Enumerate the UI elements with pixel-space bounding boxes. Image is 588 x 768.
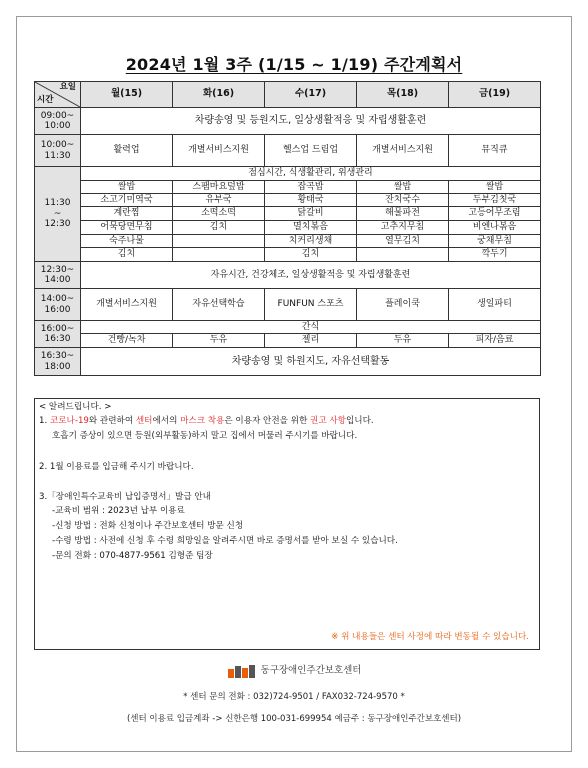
meal-cell: 유부국: [173, 194, 265, 207]
row-0900: [35, 108, 541, 135]
notice-item-3-line: -신청 방법 : 전화 신청이나 주간보호센터 방문 신청: [52, 521, 244, 531]
meal-cell: [173, 235, 265, 248]
activity-cell: 자유선택학습: [173, 289, 265, 321]
time-cell: 09:00~ 10:00: [35, 108, 81, 135]
meal-cell: 궁채무침: [449, 235, 541, 248]
day-header-thu: 목(18): [357, 82, 449, 108]
meal-cell: 김치: [81, 248, 173, 262]
notice-item-3-line: -수령 방법 : 사전에 신청 후 수령 희망일을 알려주시면 바로 증명서를 받아 보실 수 있습니다.: [52, 536, 398, 546]
time-cell: 10:00~ 11:30: [35, 135, 81, 167]
meal-row: [35, 235, 541, 248]
snack-cell: 두유: [357, 334, 449, 348]
snack-cell: 피자/음료: [449, 334, 541, 348]
time-cell: 14:00~ 16:00: [35, 289, 81, 321]
time-cell: 12:30~ 14:00: [35, 262, 81, 289]
snack-cell: 젤리: [265, 334, 357, 348]
notice-item-3-line: -문의 전화 : 070-4877-9561 김형준 팀장: [52, 551, 213, 561]
snack-cell: 두유: [173, 334, 265, 348]
notice-box: [34, 398, 540, 650]
notice-item-2: 2. 1월 이용료를 입금해 주시기 바랍니다.: [39, 462, 194, 472]
meal-cell: 멸치볶음: [265, 221, 357, 235]
meal-cell: 열무김치: [357, 235, 449, 248]
snack-cell: 건빵/녹차: [81, 334, 173, 348]
time-cell: 11:30 ~ 12:30: [35, 167, 81, 262]
notice-footnote: ※ 위 내용들은 센터 사정에 따라 변동될 수 있습니다.: [331, 632, 529, 643]
contact-info: * 센터 문의 전화 : 032)724-9501 / FAX032-724-9570 *: [183, 692, 405, 702]
activity-cell: 헬스업 드림업: [265, 135, 357, 167]
corner-cell: [35, 82, 81, 108]
meal-row: [35, 221, 541, 235]
recommend-highlight: 권고 사항: [310, 416, 346, 426]
day-header-wed: 수(17): [265, 82, 357, 108]
meal-cell: 계란찜: [81, 207, 173, 221]
activity-cell: 플레이쿡: [357, 289, 449, 321]
mask-highlight: 마스크 착용: [180, 416, 225, 426]
covid-highlight: 코로나-19: [49, 416, 89, 426]
weekly-schedule-table: [34, 81, 541, 376]
notice-item-1: 1. 코로나-19와 관련하여 센터에서의 마스크 착용은 이용자 안전을 위한 권고 사항입니다.: [39, 416, 374, 426]
meal-row: [35, 194, 541, 207]
meal-row: [35, 181, 541, 194]
row-lunch-header: [35, 167, 541, 181]
activity-cell: 활력업: [81, 135, 173, 167]
meal-cell: 닭갈비: [265, 207, 357, 221]
activity-cell: 자유시간, 건강체조, 일상생활적응 및 자립생활훈련: [81, 262, 541, 289]
meal-cell: 잡곡밥: [265, 181, 357, 194]
lunch-header-cell: 점심시간, 식생활관리, 위생관리: [81, 167, 541, 181]
notice-item-3-title: 3.「장애인특수교육비 납입증명서」발급 안내: [39, 492, 211, 502]
row-1630: [35, 348, 541, 376]
center-highlight: 센터: [135, 416, 153, 426]
time-cell: 16:30~ 18:00: [35, 348, 81, 376]
meal-cell: 잔치국수: [357, 194, 449, 207]
corner-time-label: 시간: [37, 95, 54, 106]
meal-cell: 김치: [173, 221, 265, 235]
day-header-fri: 금(19): [449, 82, 541, 108]
meal-cell: 스팸마요덮밥: [173, 181, 265, 194]
meal-cell: 두부김칫국: [449, 194, 541, 207]
meal-row: [35, 207, 541, 221]
notice-item-1-line2: 호흡기 증상이 있으면 등원(외부활동)하지 말고 집에서 머물러 주시기를 바랍니다.: [52, 431, 358, 441]
meal-cell: 고추지무침: [357, 221, 449, 235]
meal-cell: 소고기미역국: [81, 194, 173, 207]
activity-cell: 개별서비스지원: [357, 135, 449, 167]
org-logo-icon: [227, 663, 257, 679]
org-logo-row: [0, 662, 588, 679]
row-1000: [35, 135, 541, 167]
activity-cell: 차량송영 및 등원지도, 일상생활적응 및 자립생활훈련: [81, 108, 541, 135]
meal-cell: 어묵당면무침: [81, 221, 173, 235]
time-cell: 16:00~ 16:30: [35, 321, 81, 348]
bank-account-info: (센터 이용료 입금계좌 -> 신한은행 100-031-699954 예금주 : 동구장애인주간보호센터): [126, 714, 462, 724]
notice-item-3-line: -교육비 범위 : 2023년 납부 이용료: [52, 506, 185, 516]
meal-cell: 소떡소떡: [173, 207, 265, 221]
org-name: 동구장애인주간보호센터: [260, 665, 362, 676]
meal-cell: 숙주나물: [81, 235, 173, 248]
meal-cell: 깍두기: [449, 248, 541, 262]
meal-cell: 치커리생채: [265, 235, 357, 248]
meal-cell: 쌀밥: [81, 181, 173, 194]
corner-day-label: 요일: [59, 82, 76, 92]
activity-cell: 생일파티: [449, 289, 541, 321]
meal-cell: 쌀밥: [449, 181, 541, 194]
row-snack-header: [35, 321, 541, 334]
page-title: 2024년 1월 3주 (1/15 ~ 1/19) 주간계획서: [125, 55, 463, 74]
snack-header-cell: 간식: [81, 321, 541, 334]
meal-cell: 고등어무조림: [449, 207, 541, 221]
meal-cell: [357, 248, 449, 262]
header-row: [35, 82, 541, 108]
notice-heading: < 알려드립니다. >: [39, 402, 112, 412]
meal-cell: 해물파전: [357, 207, 449, 221]
meal-cell: 황태국: [265, 194, 357, 207]
meal-row: [35, 248, 541, 262]
activity-cell: FUNFUN 스포츠: [265, 289, 357, 321]
meal-cell: [173, 248, 265, 262]
meal-cell: 쌀밥: [357, 181, 449, 194]
activity-cell: 차량송영 및 하원지도, 자유선택활동: [81, 348, 541, 376]
snack-row: [35, 334, 541, 348]
activity-cell: 뮤직큐: [449, 135, 541, 167]
meal-cell: 김치: [265, 248, 357, 262]
day-header-mon: 월(15): [81, 82, 173, 108]
meal-cell: 비엔나볶음: [449, 221, 541, 235]
row-1230: [35, 262, 541, 289]
activity-cell: 개별서비스지원: [81, 289, 173, 321]
activity-cell: 개별서비스지원: [173, 135, 265, 167]
day-header-tue: 화(16): [173, 82, 265, 108]
row-1400: [35, 289, 541, 321]
